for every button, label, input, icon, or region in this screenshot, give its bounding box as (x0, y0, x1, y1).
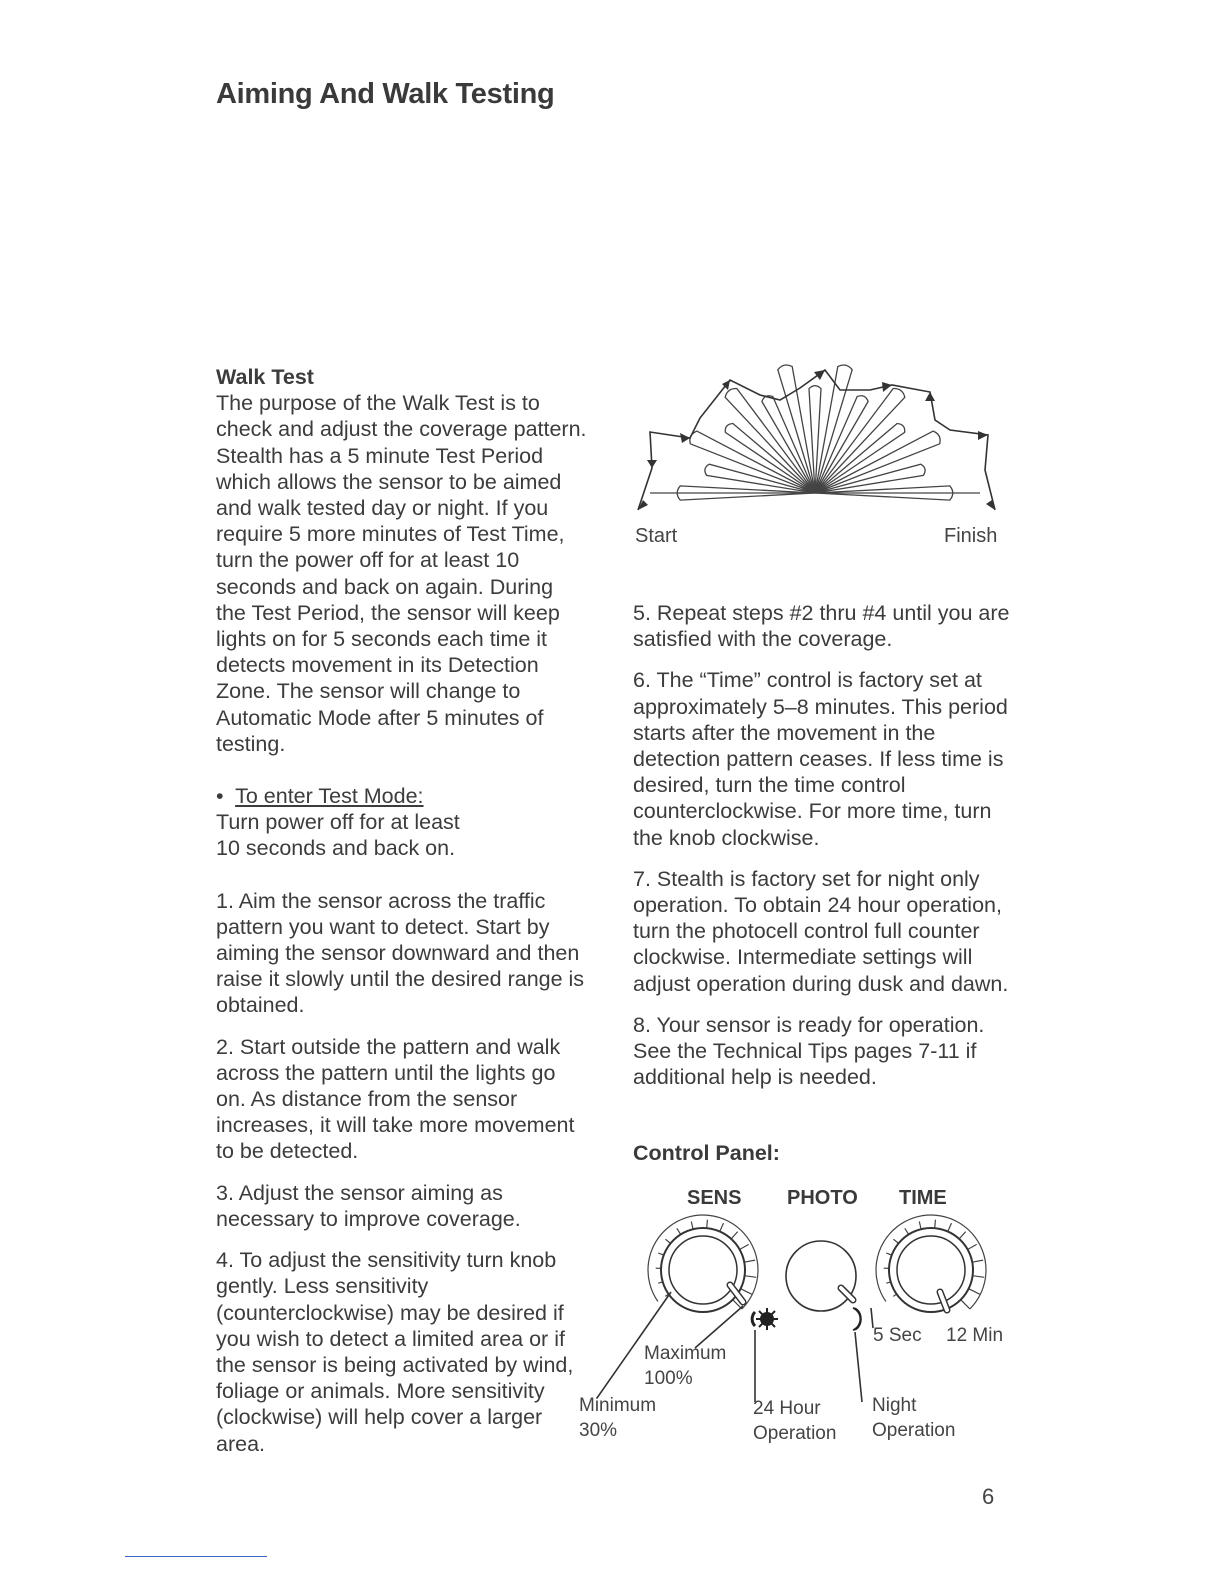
dial-tick (731, 1232, 738, 1239)
dial-tick (741, 1289, 752, 1295)
step-3: 3. Adjust the sensor aiming as necessary to improve coverage. (216, 1180, 521, 1231)
dial-tick (973, 1276, 985, 1278)
test-mode-text-2: 10 seconds and back on. (216, 836, 456, 861)
footer-link-underline (125, 1556, 267, 1557)
dial-tick (969, 1289, 980, 1295)
dial-tick (961, 1300, 970, 1309)
step-1: 1. Aim the sensor across the traffic pattern you want to detect. Start by aiming the sensor downward and then raise it slowly until the desired range is obtained. (216, 888, 585, 1018)
dial-tick (959, 1232, 966, 1239)
dial-tick (935, 1220, 936, 1229)
photo-knob[interactable] (786, 1241, 856, 1311)
dial-tick (740, 1244, 749, 1249)
sun-icon (752, 1308, 778, 1330)
dial-tick (948, 1223, 952, 1231)
step-5: 5. Repeat steps #2 thru #4 until you are satisfied with the coverage. (633, 601, 1010, 652)
dial-tick (745, 1276, 757, 1278)
time-min-label: 5 Sec (873, 1325, 922, 1346)
coverage-pattern-figure (630, 360, 1010, 520)
page-number: 6 (982, 1484, 995, 1509)
dial-tick (691, 1222, 693, 1230)
dial-tick (968, 1244, 977, 1249)
sens-knob[interactable] (648, 1215, 758, 1312)
dial-tick (720, 1223, 724, 1231)
sens-min-label: Minimum 30% (579, 1395, 657, 1441)
photo-knob-label: PHOTO (787, 1187, 858, 1209)
time-max-label: 12 Min (946, 1325, 1004, 1346)
dial-tick (707, 1220, 708, 1229)
control-panel-title: Control Panel: (633, 1141, 780, 1165)
walk-test-heading: Walk Test (216, 365, 314, 389)
dial-tick (919, 1222, 921, 1230)
step-7: 7. Stealth is factory set for night only operation. To obtain 24 hour operation, turn the photocell control full counter clockwise. Intermediate settings will adjust operation during dusk and dawn. (633, 866, 1009, 996)
test-mode-bullet (216, 783, 588, 809)
photo-night-label: Night Operation (872, 1395, 956, 1441)
walk-test-intro: The purpose of the Walk Test is to check and adjust the coverage pattern. Stealth has a 5 minute Test Period which allows the sensor to be aimed and walk tested day or night. If you require 5 more minutes of Test Time, turn the power off for at least 10 seconds and back on again. During the Test Period, the sensor will keep lights on for 5 seconds each time it detects movement in its Detection Zone. The sensor will change to Automatic Mode after 5 minutes of testing. (216, 391, 587, 756)
step-2: 2. Start outside the pattern and walk across the pattern until the lights go on. As distance from the sensor increases, it will take more movement to be detected. (216, 1034, 575, 1164)
bullet-mark: • (216, 784, 224, 809)
right-column (633, 600, 1018, 1090)
time-knob-label: TIME (899, 1187, 947, 1209)
dial-tick (744, 1260, 755, 1262)
time-knob[interactable] (876, 1215, 986, 1312)
photo-24-hour-label: 24 Hour Operation (753, 1398, 837, 1444)
moon-icon (853, 1308, 861, 1330)
step-6: 6. The “Time” control is factory set at approximately 5–8 minutes. This period starts after the movement in the detection pattern ceases. If less time is desired, turn the time control counterclockwise. For more time, turn the knob clockwise. (633, 668, 1008, 850)
dial-tick (972, 1260, 983, 1262)
dial-tick (677, 1228, 681, 1234)
left-column (216, 364, 588, 1457)
detection-zone-fan (650, 365, 980, 500)
sens-max-label: Maximum 100% (644, 1343, 727, 1389)
test-mode-text-1: Turn power off for at least (216, 810, 460, 835)
step-4: 4. To adjust the sensitivity turn knob gently. Less sensitivity (counterclockwise) may be desired if you wish to detect a limited area or if the sensor is being activated by wind, foliage or animals. More sensitivity (clockwise) will help cover a larger area. (216, 1248, 574, 1456)
step-8: 8. Your sensor is ready for operation. See the Technical Tips pages 7-11 if additional help is needed. (633, 1012, 985, 1090)
sens-knob-label: SENS (687, 1187, 742, 1209)
test-mode-label: To enter Test Mode: (235, 784, 424, 809)
page-title: Aiming And Walk Testing (216, 78, 555, 110)
dial-tick (905, 1228, 909, 1234)
pattern-finish-label: Finish (944, 525, 998, 547)
pattern-start-label: Start (635, 525, 678, 547)
